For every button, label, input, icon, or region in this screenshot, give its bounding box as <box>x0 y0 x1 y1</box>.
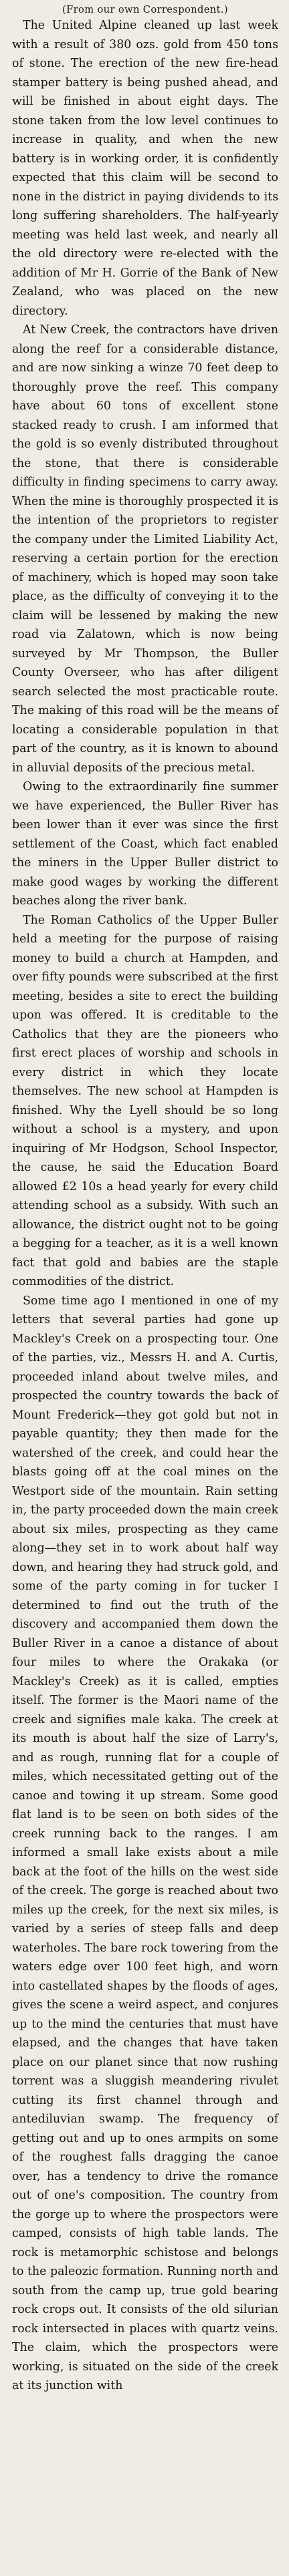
paragraph-alpine: The United Alpine cleaned up last week with a result of 380 ozs. gold from 450 tons of stone. The erection of the new fire-head stamper battery is being pushed ahead, and will be finished in about eight days. The stone taken from the low level continues to increase in quality, and when the new battery is in working order, it is confidently expected that this claim will be second to none in the district in paying dividends to its long suffering shareholders. The half-yearly meeting was held last week, and nearly all the old directory were re-elected with the addition of Mr H. Gorrie of the Bank of New Zealand, who was placed on the new directory. <box>12 19 278 318</box>
paragraph-buller-river: Owing to the extraordinarily fine summer we have experienced, the Buller River has been lower than it ever was since the first settlement of the Coast, which fact enabled the miners in the Upper Buller district to make good wages by working the different beaches along the river bank. <box>12 780 278 908</box>
paragraph-new-creek: At New Creek, the contractors have driven along the reef for a considerable distance, and are now sinking a winze 70 feet deep to thoroughly prove the reef. This company have about 60 tons of excellent stone stacked ready to crush. I am informed that the gold is so evenly distributed throughout the stone, that there is considerable difficulty in finding specimens to carry away. When the mine is thoroughly prospected it is the intention of the proprietors to register the company under the Limited Liability Act, reserving a certain portion for the erection of machinery, which is hoped may soon take place, as the difficulty of conveying it to the claim will be lessened by making the new road via Zalatown, which is now being surveyed by Mr Thompson, the Buller County Overseer, who has after diligent search selected the most practicable route. The making of this road will be the means of locating a considerable population in that part of the country, as it is known to abound in alluvial deposits of the precious metal. <box>12 323 278 775</box>
paragraph-roman-catholics: The Roman Catholics of the Upper Buller held a meeting for the purpose of raising money to build a church at Hampden, and over fifty pounds were subscribed at the first meeting, besides a site to erect the building upon was offered. It is creditable to the Catholics that they are the pioneers who first erect places of worship and schools in every district in which they locate themselves. The new school at Hampden is finished. Why the Lyell should be so long without a school is a mystery, and upon inquiring of Mr Hodgson, School Inspector, the cause, he said the Education Board allowed £2 10s a head yearly for every child attending school as a subsidy. With such an allowance, the district ought not to be going a begging for a teacher, as it is a well known fact that gold and babies are the staple commodities of the district. <box>12 913 278 1288</box>
paragraph-mackleys-creek: Some time ago I mentioned in one of my letters that several parties had gone up Mackley's Creek on a prospecting tour. One of the parties, viz., Messrs H. and A. Curtis, proceeded inland about twelve miles, and prospected the country towards the back of Mount Frederick—they got gold but not in payable quantity; they then made for the watershed of the creek, and could hear the blasts going off at the coal mines on the Westport side of the mountain. Rain setting in, the party proceeded down the main creek about six miles, prospecting as they came along—they set in to work about half way down, and hearing they had struck gold, and some of the party coming in for tucker I determined to find out the truth of the discovery and accompanied them down the Buller River in a canoe a distance of about four miles to where the Orakaka (or Mackley's Creek) as it is called, empties itself. The former is the Maori name of the creek and signifies male kaka. The creek at its mouth is about half the size of Larry's, and as rough, running flat for a couple of miles, which necessitated getting out of the canoe and towing it up stream. Some good flat land is to be seen on both sides of the creek running back to the ranges. I am informed a small lake exists about a mile back at the foot of the hills on the west side of the creek. The gorge is reached about two miles up the creek, for the next six miles, is varied by a series of steep falls and deep waterholes. The bare rock towering from the waters edge over 100 feet high, and worn into castellated shapes by the floods of ages, gives the scene a weird aspect, and conjures up to the mind the centuries that must have elapsed, and the changes that have taken place on our planet since that now rushing torrent was a sluggish meandering rivulet cutting its first channel through and antediluvian swamp. The frequency of getting out and up to ones armpits on some of the roughest falls dragging the canoe over, has a tendency to drive the romance out of one's composition. The country from the gorge up to where the prospectors were camped, consists of high table lands. The rock is metamorphic schistose and belongs to the paleozic formation. Running north and south from the camp up, true gold bearing rock crops out. It consists of the old silurian rock intersected in places with quartz veins. The claim, which the prospectors were working, is situated on the side of the creek at its junction with <box>12 1294 278 2392</box>
byline: (From our own Correspondent.) <box>62 4 228 15</box>
